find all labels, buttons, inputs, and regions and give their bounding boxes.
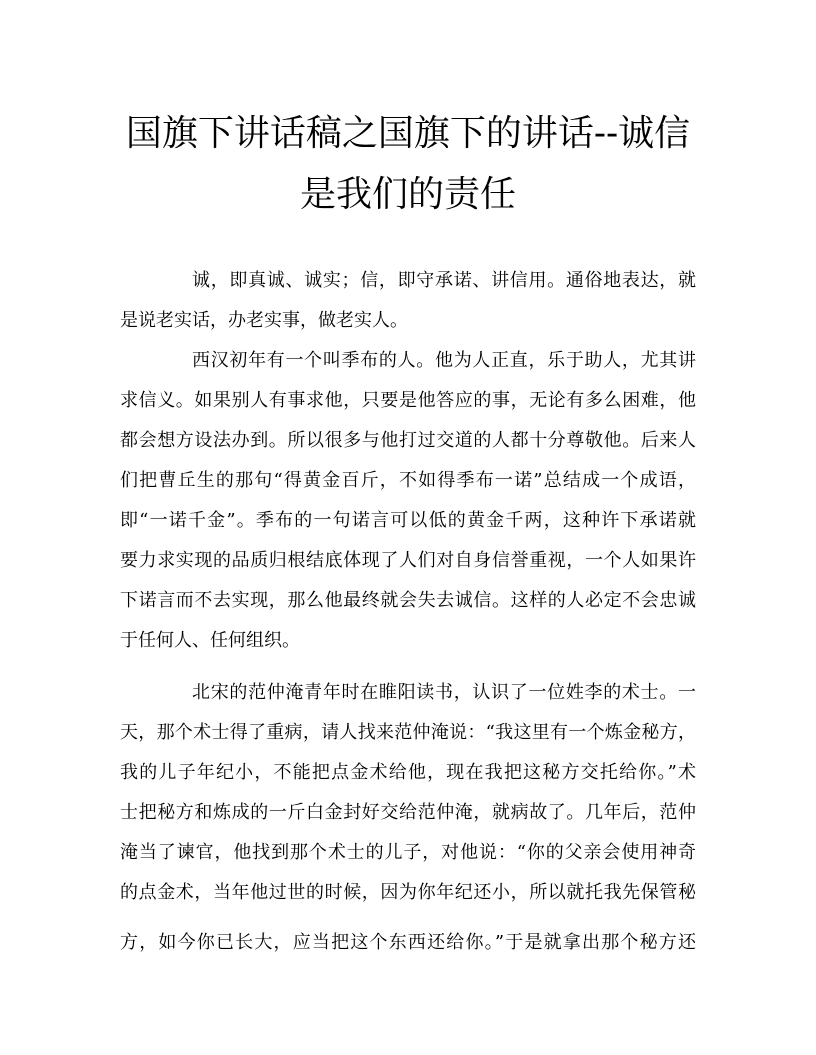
paragraph-3-line-6: 的点金术，当年他过世的时候，因为你年纪还小，所以就托我先保管秘 [120, 882, 696, 903]
paragraph-2-line-1: 西汉初年有一个叫季布的人。他为人正直，乐于助人，尤其讲 [192, 350, 696, 371]
paragraph-2-line-2: 求信义。如果别人有事求他，只要是他答应的事，无论有多么困难，他 [120, 390, 696, 411]
paragraph-2-line-8: 于任何人、任何组织。 [120, 630, 300, 651]
paragraph-3-line-7: 方，如今你已长大，应当把这个东西还给你。”于是就拿出那个秘方还 [120, 932, 696, 953]
paragraph-1-line-1: 诚，即真诚、诚实；信，即守承诺、讲信用。通俗地表达，就 [192, 270, 696, 291]
paragraph-3-line-4: 士把秘方和炼成的一斤白金封好交给范仲淹，就病故了。几年后，范仲 [120, 802, 696, 823]
paragraph-3-line-3: 我的儿子年纪小，不能把点金术给他，现在我把这秘方交托给你。”术 [120, 762, 696, 783]
paragraph-2-line-7: 下诺言而不去实现，那么他最终就会失去诚信。这样的人必定不会忠诚 [120, 590, 696, 611]
paragraph-2-line-5: 即“一诺千金”。季布的一句诺言可以低的黄金千两，这种许下承诺就 [120, 510, 696, 531]
paragraph-2-line-4: 们把曹丘生的那句“得黄金百斤，不如得季布一诺”总结成一个成语， [120, 470, 696, 491]
paragraph-2-line-6: 要力求实现的品质归根结底体现了人们对自身信誉重视，一个人如果许 [120, 550, 696, 571]
paragraph-3-line-5: 淹当了谏官，他找到那个术士的儿子，对他说：“你的父亲会使用神奇 [120, 842, 696, 863]
document-title-line-1: 国旗下讲话稿之国旗下的讲话--诚信 [125, 113, 691, 154]
paragraph-3-line-2: 天，那个术士得了重病，请人找来范仲淹说：“我这里有一个炼金秘方， [120, 722, 696, 743]
paragraph-2-line-3: 都会想方设法办到。所以很多与他打过交道的人都十分尊敬他。后来人 [120, 430, 696, 451]
paragraph-3-line-1: 北宋的范仲淹青年时在睢阳读书，认识了一位姓李的术士。一 [192, 682, 696, 703]
paragraph-1-line-2: 是说老实话，办老实事，做老实人。 [120, 310, 408, 331]
document-title-line-2: 是我们的责任 [299, 174, 516, 215]
